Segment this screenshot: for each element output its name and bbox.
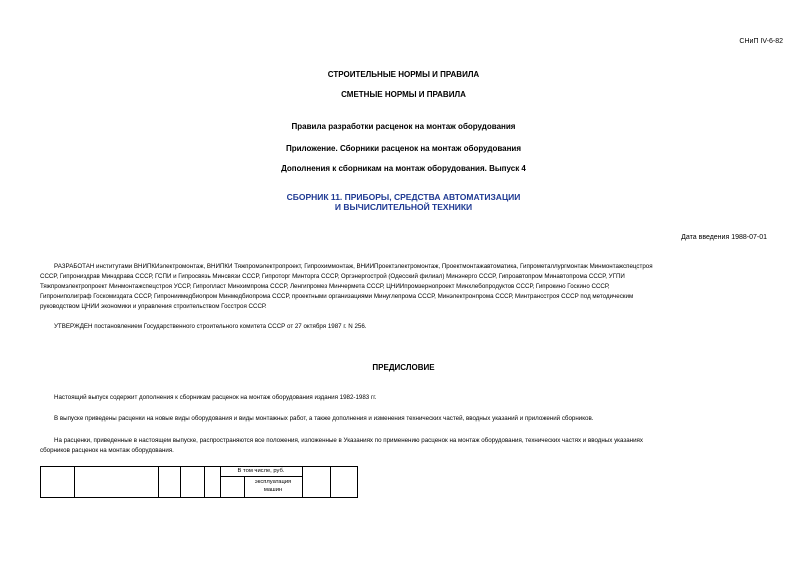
title-line-3: Правила разработки расценок на монтаж оборудования	[291, 122, 516, 131]
table-col-line	[330, 466, 331, 498]
preface-paragraph-3-line-2: сборников расценок на монтаж оборудования.	[40, 447, 174, 454]
title-line-1: СТРОИТЕЛЬНЫЕ НОРМЫ И ПРАВИЛА	[327, 70, 480, 79]
table-col-line	[74, 466, 75, 498]
intro-date: Дата введения 1988-07-01	[681, 234, 767, 241]
table-col-line	[180, 466, 181, 498]
approved-text: УТВЕРЖДЕН постановлением Государственного строительного комитета СССР от 27 октября 1987 г. N 256.	[54, 323, 367, 330]
title-line-4: Приложение. Сборники расценок на монтаж оборудования	[285, 144, 522, 153]
table-header-sub-1: эксплуатация	[254, 479, 292, 485]
developed-line-1: РАЗРАБОТАН институтами ВНИПКИэлектромонтаж, ВНИПКИ Тяжпромэлектропроект, Гипрохиммонтаж, ВНИИПроектэлектромонтаж, Проектмонтажавтоматика, Гипрометаллургмонтаж Минмонтажспецстроя	[54, 263, 653, 270]
table-header-split	[220, 476, 302, 477]
table-header-sub-2: машин	[263, 487, 283, 493]
table-col-line	[40, 466, 41, 498]
rates-table	[40, 466, 358, 571]
document-code: СНиП IV-6-82	[739, 38, 783, 45]
table-border-top	[40, 466, 358, 467]
table-col-line	[302, 466, 303, 498]
table-col-line	[158, 466, 159, 498]
subtitle-line-2: И ВЫЧИСЛИТЕЛЬНОЙ ТЕХНИКИ	[334, 202, 473, 212]
table-border-bottom	[40, 497, 358, 498]
title-line-5: Дополнения к сборникам на монтаж оборудования. Выпуск 4	[281, 164, 526, 173]
table-col-line	[204, 466, 205, 498]
preface-paragraph-2: В выпуске приведены расценки на новые виды оборудования и виды монтажных работ, а также дополнения и изменения технических частей, вводных указаний и приложений сборников.	[54, 415, 594, 422]
preface-heading: ПРЕДИСЛОВИЕ	[372, 363, 435, 372]
preface-paragraph-1: Настоящий выпуск содержит дополнения к сборникам расценок на монтаж оборудования издания 1982-1983 гг.	[54, 394, 377, 401]
developed-line-5: руководством ЦНИИ экономики и управления строительством Госстроя СССР.	[40, 303, 267, 310]
developed-line-4: Гипрониполиграф Госкомиздата СССР, Гипрониимедбиопром Минмедбиопрома СССР, проектными организациями Минуглепрома СССР, Минэлектронпрома СССР, Минтрансстроя СССР под методическим	[40, 293, 634, 300]
preface-paragraph-3-line-1: На расценки, приведенные в настоящем выпуске, распространяются все положения, изложенные в Указаниях по применению расценок на монтаж оборудования, технических частях и вводных указаниях	[54, 437, 643, 444]
table-header-top: В том числе, руб.	[237, 468, 285, 474]
subtitle-line-1: СБОРНИК 11. ПРИБОРЫ, СРЕДСТВА АВТОМАТИЗАЦИИ	[286, 192, 521, 202]
table-col-line	[357, 466, 358, 498]
title-line-2: СМЕТНЫЕ НОРМЫ И ПРАВИЛА	[341, 90, 466, 99]
developed-line-3: Тяжпромэлектропроект Минмонтажспецстроя УССР, Гипропласт Минхимпрома СССР, Ленгипромез Минчермета СССР, ЦНИИпромзернопроект Минхлебопродуктов СССР, Гипрокино Госкино СССР,	[40, 283, 610, 290]
developed-line-2: СССР, Гипрониздрав Минздрава СССР, ГСПИ и Гипросвязь Минсвязи СССР, Гипроторг Минторга СССР, Оргэнергострой (Одесский филиал) Минэнерго СССР, Гипроавтопром Минавтопрома СССР, УГПИ	[40, 273, 625, 280]
